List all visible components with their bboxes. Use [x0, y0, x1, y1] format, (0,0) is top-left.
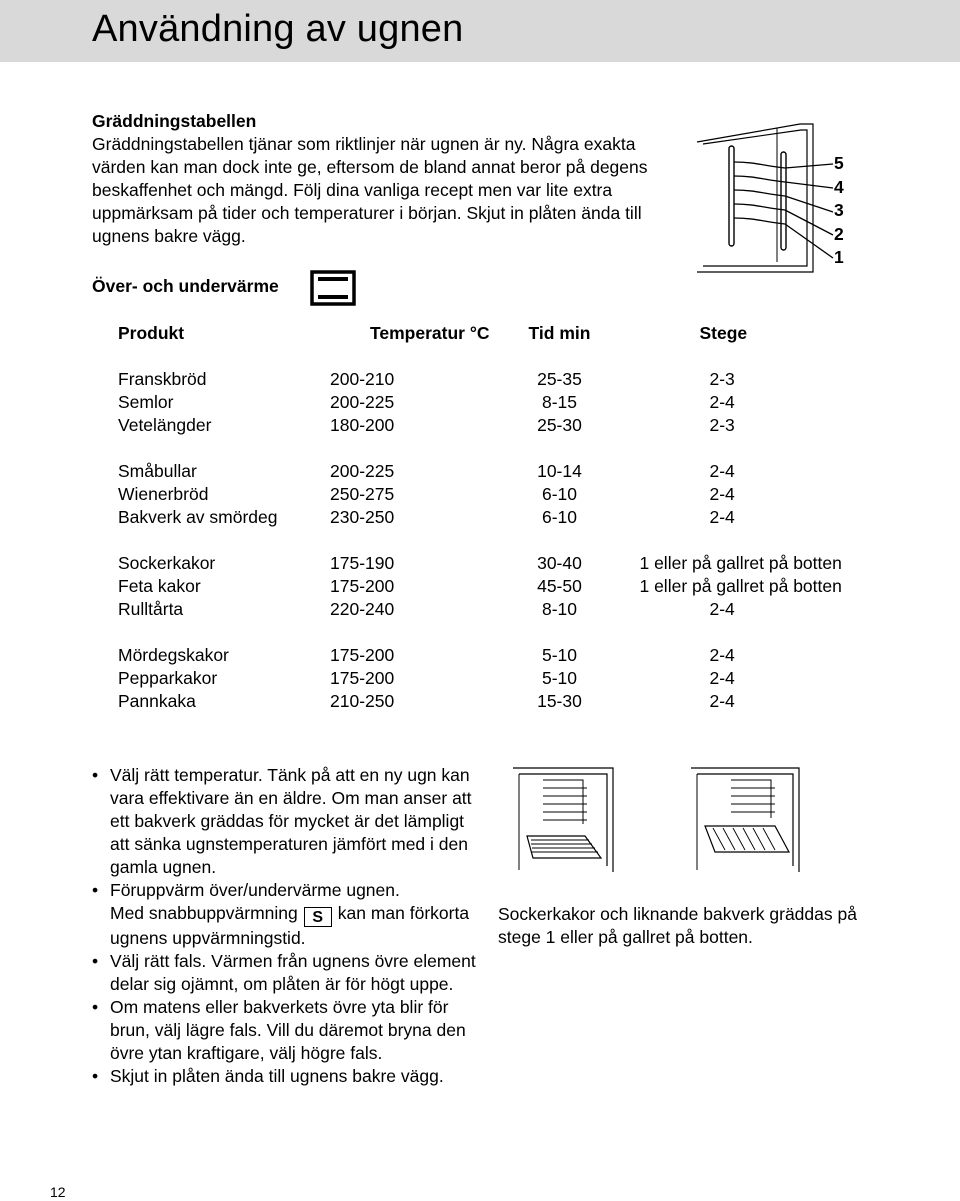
list-item	[92, 996, 482, 1065]
cell-product: Feta kakor	[118, 576, 201, 596]
cell-shelf: 2-3	[709, 369, 735, 389]
cell-temperature: 210-250	[330, 691, 395, 711]
column-header: Produkt	[118, 323, 185, 343]
tips-list	[92, 764, 482, 1088]
column-header: Tid min	[528, 323, 591, 343]
table-header-row	[118, 322, 889, 368]
cell-product: Wienerbröd	[118, 484, 209, 504]
cell-temperature: 175-190	[330, 553, 395, 573]
top-bottom-heat-icon	[310, 270, 356, 306]
table-body	[118, 368, 889, 713]
row-gap	[118, 529, 889, 552]
cell-temperature: 180-200	[330, 415, 395, 435]
row-gap	[118, 437, 889, 460]
list-item	[92, 1065, 482, 1088]
cell-product: Pepparkakor	[118, 668, 218, 688]
column-header: Stege	[699, 323, 748, 343]
table-row	[118, 483, 889, 506]
table-row	[118, 575, 889, 598]
cell-temperature: 175-200	[330, 645, 395, 665]
cell-shelf: 2-4	[709, 668, 735, 688]
cell-shelf: 2-4	[709, 691, 735, 711]
cell-temperature: 230-250	[330, 507, 395, 527]
shelf-number: 4	[834, 176, 844, 197]
cell-shelf: 1 eller på gallret på botten	[639, 576, 842, 596]
page-number: 12	[50, 1184, 66, 1200]
cell-time: 25-35	[537, 369, 582, 389]
tip-text: Skjut in plåten ända till ugnens bakre vägg.	[110, 1066, 444, 1086]
cell-product: Sockerkakor	[118, 553, 216, 573]
figure-caption: Sockerkakor och liknande bakverk gräddas på stege 1 eller på gallret på botten.	[498, 904, 857, 947]
cell-shelf: 2-3	[709, 415, 735, 435]
tip-text: Med snabbuppvärmning	[110, 903, 298, 923]
cell-shelf: 2-4	[709, 507, 735, 527]
table-row	[118, 644, 889, 667]
cell-product: Småbullar	[118, 461, 197, 481]
list-item	[92, 950, 482, 996]
cell-time: 30-40	[537, 553, 582, 573]
tip-text: Välj rätt temperatur. Tänk på att en ny ugn kan vara effektivare än en äldre. Om man anser att ett bakverk gräddas för mycket är det lämpligt att sänka ugnstemperaturen jämfört med i den gamla ugnen.	[110, 765, 472, 877]
baking-table	[118, 322, 889, 713]
cell-shelf: 2-4	[709, 484, 735, 504]
oven-right-illustration	[691, 768, 799, 872]
cell-time: 8-15	[541, 392, 577, 412]
cell-time: 6-10	[541, 484, 577, 504]
cell-product: Semlor	[118, 392, 174, 412]
cell-time: 5-10	[541, 668, 577, 688]
cell-temperature: 220-240	[330, 599, 395, 619]
cell-product: Mördegskakor	[118, 645, 229, 665]
cell-shelf: 2-4	[709, 461, 735, 481]
page-title: Användning av ugnen	[92, 8, 464, 50]
cell-temperature: 200-225	[330, 392, 395, 412]
list-item	[92, 764, 482, 879]
shelf-number: 5	[834, 153, 844, 173]
quick-heat-s-icon: S	[304, 907, 332, 927]
row-gap	[118, 621, 889, 644]
tip-text: kan man förkorta ugnens uppvärmningstid.	[110, 903, 470, 948]
tip-text: Föruppvärm över/undervärme ugnen.	[110, 880, 400, 900]
table-row	[118, 460, 889, 483]
cell-shelf: 1 eller på gallret på botten	[639, 553, 842, 573]
cell-temperature: 200-210	[330, 369, 395, 389]
oven-left-illustration	[513, 768, 613, 872]
table-row	[118, 690, 889, 713]
oven-rack-illustration	[513, 766, 813, 876]
cell-product: Bakverk av smördeg	[118, 507, 278, 527]
cell-time: 10-14	[537, 461, 582, 481]
tip-text: Om matens eller bakverkets övre yta blir för brun, välj lägre fals. Vill du däremot bryna den övre ytan kraftigare, välj högre fals.	[110, 997, 466, 1063]
cell-temperature: 175-200	[330, 668, 395, 688]
shelf-number-list	[834, 152, 854, 270]
table-row	[118, 414, 889, 437]
cell-product: Franskbröd	[118, 369, 207, 389]
table-row	[118, 391, 889, 414]
table-row	[118, 368, 889, 391]
intro-text: Gräddningstabellen tjänar som riktlinjer när ugnen är ny. Några exakta värden kan man dock inte ge, eftersom de bland annat beror på degens beskaffenhet och mängd. Följ dina vanliga recept men var lite extra uppmärksam på tider och temperaturer i början. Skjut in plåten ända till ugnens bakre vägg.	[92, 134, 648, 246]
oven-shelf-diagram	[695, 122, 835, 280]
tip-text: Välj rätt fals. Värmen från ugnens övre element delar sig ojämnt, om plåten är för högt uppe.	[110, 951, 476, 994]
table-row	[118, 552, 889, 575]
shelf-number: 1	[834, 247, 844, 267]
cell-shelf: 2-4	[709, 645, 735, 665]
cell-product: Pannkaka	[118, 691, 196, 711]
cell-shelf: 2-4	[709, 599, 735, 619]
cell-temperature: 175-200	[330, 576, 395, 596]
cell-time: 25-30	[537, 415, 582, 435]
table-row	[118, 667, 889, 690]
shelf-number: 3	[834, 200, 844, 220]
cell-time: 45-50	[537, 576, 582, 596]
column-header: Temperatur °C	[370, 323, 490, 343]
cell-product: Vetelängder	[118, 415, 212, 435]
cell-temperature: 200-225	[330, 461, 395, 481]
shelf-number: 2	[834, 223, 844, 244]
cell-time: 5-10	[541, 645, 577, 665]
cell-time: 6-10	[541, 507, 577, 527]
list-item	[92, 879, 482, 950]
cell-time: 8-10	[541, 599, 577, 619]
heat-mode-label: Över- och undervärme	[92, 276, 279, 296]
cell-shelf: 2-4	[709, 392, 735, 412]
cell-time: 15-30	[537, 691, 582, 711]
cell-temperature: 250-275	[330, 484, 395, 504]
table-row	[118, 506, 889, 529]
intro-section	[92, 110, 692, 248]
intro-heading: Gräddningstabellen	[92, 111, 257, 131]
table-row	[118, 598, 889, 621]
cell-product: Rulltårta	[118, 599, 184, 619]
